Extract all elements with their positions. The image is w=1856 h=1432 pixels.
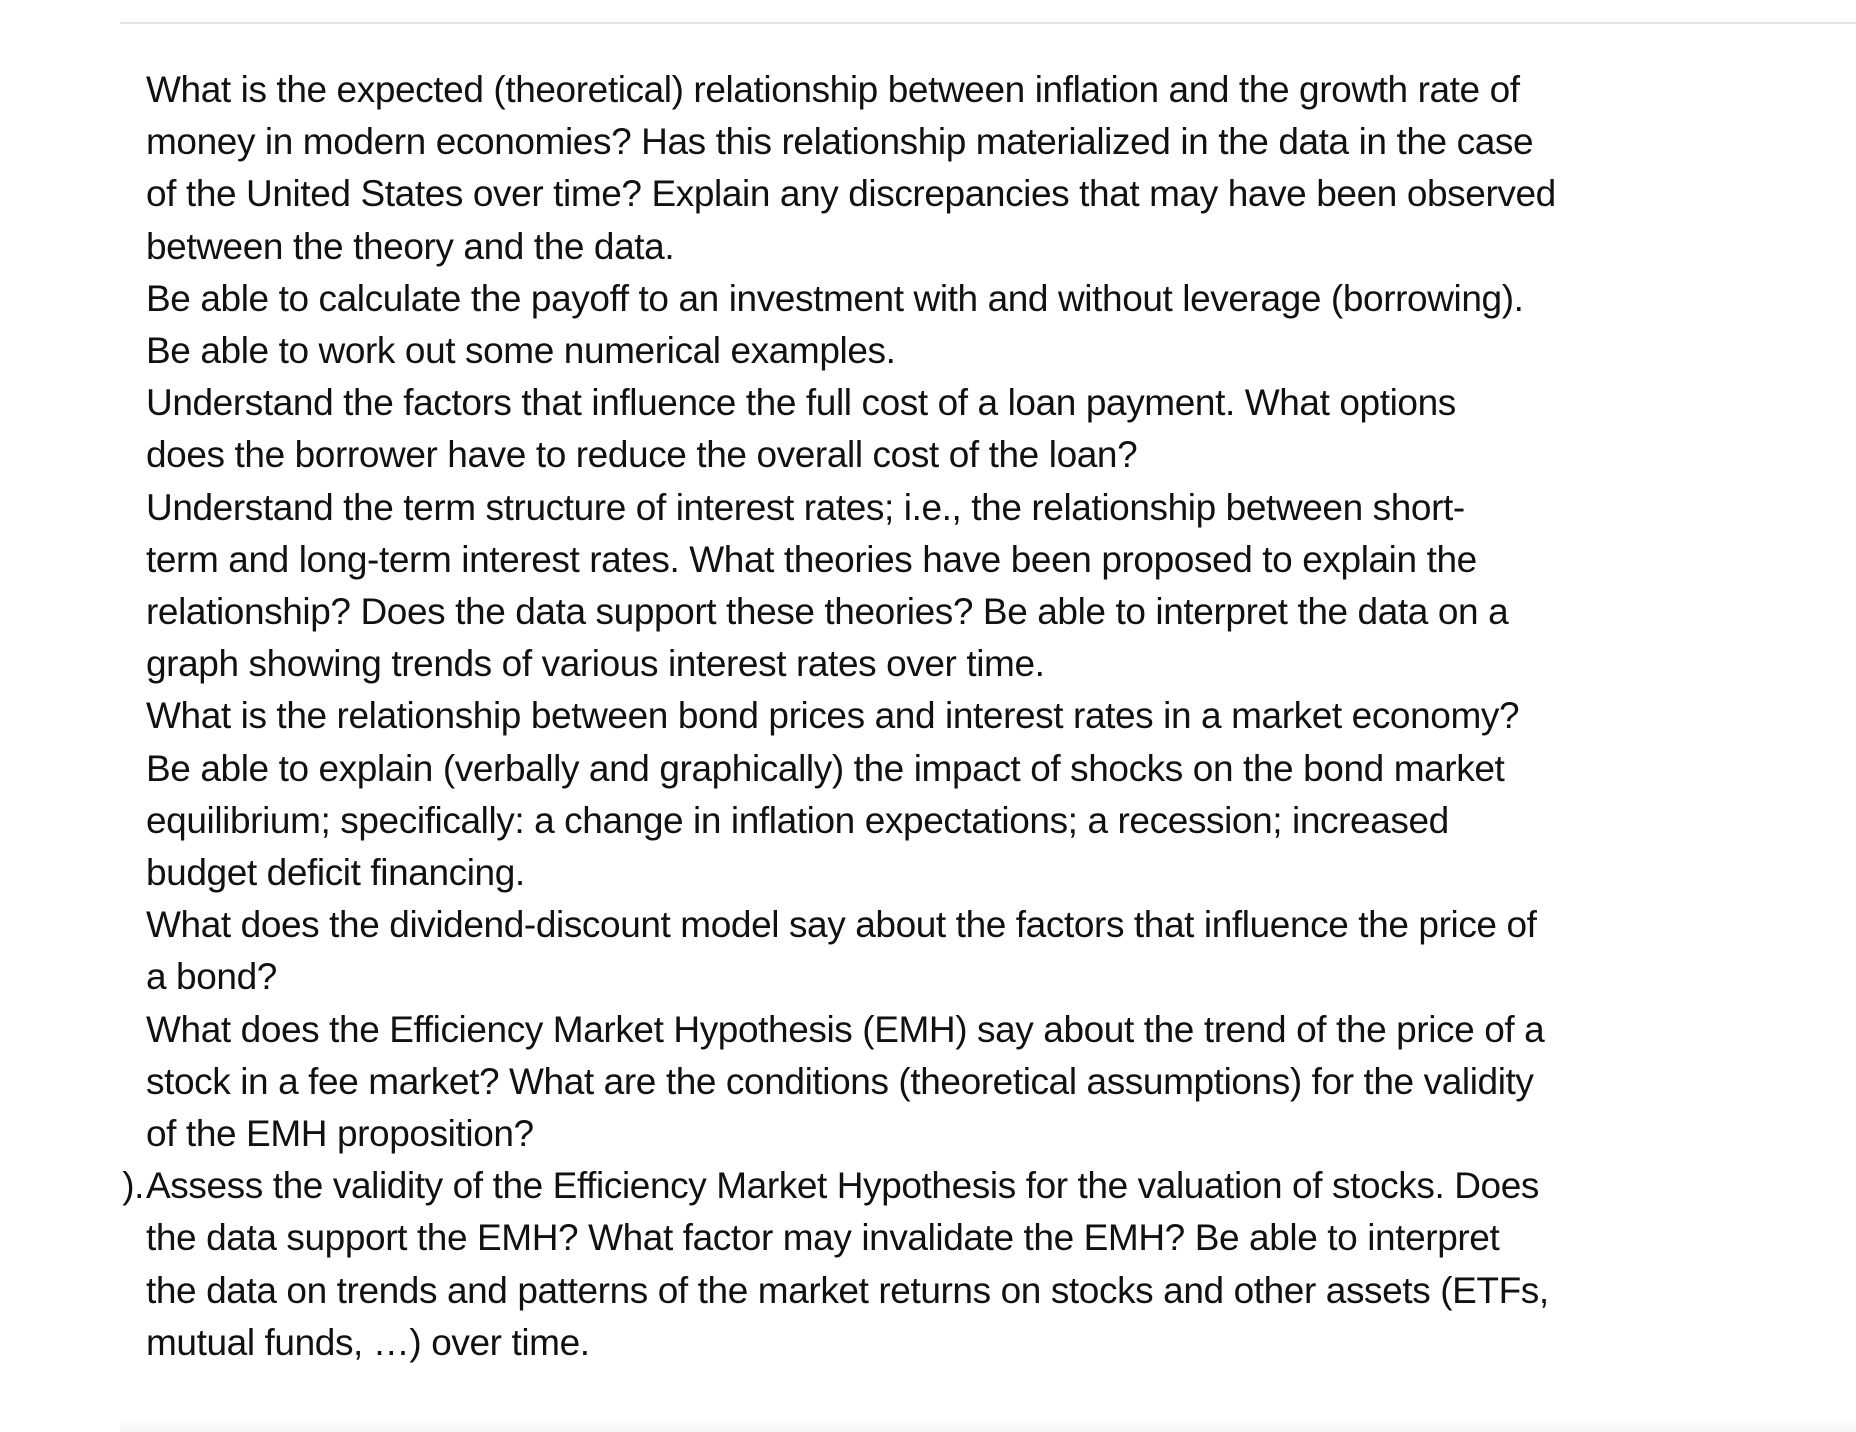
text-line: Assess the validity of the Efficiency Market Hypothesis for the valuation of stocks. Does [146,1165,1539,1207]
text-line: Be able to explain (verbally and graphically) the impact of shocks on the bond market [146,747,1505,789]
list-item-leverage-payoff [146,273,1846,377]
list-item-loan-cost [146,377,1846,481]
text-line: Understand the factors that influence the full cost of a loan payment. What options [146,382,1456,424]
text-line: Be able to calculate the payoff to an investment with and without leverage (borrowing). [146,277,1524,319]
text-line: does the borrower have to reduce the overall cost of the loan? [146,434,1138,476]
list-number-marker: ). [122,1165,144,1207]
list-item-inflation-money-growth [146,64,1846,273]
text-line: between the theory and the data. [146,225,675,267]
text-line: mutual funds, …) over time. [146,1321,590,1363]
text-line: a bond? [146,956,277,998]
text-line: the data on trends and patterns of the market returns on stocks and other assets (ETFs, [146,1269,1549,1311]
text-line: What does the Efficiency Market Hypothesis (EMH) say about the trend of the price of a [146,1008,1545,1050]
top-divider [120,22,1856,24]
text-line: graph showing trends of various interest rates over time. [146,643,1045,685]
text-line: money in modern economies? Has this relationship materialized in the data in the case [146,121,1534,163]
text-line: the data support the EMH? What factor may invalidate the EMH? Be able to interpret [146,1217,1500,1259]
text-line: stock in a fee market? What are the conditions (theoretical assumptions) for the validity [146,1060,1534,1102]
list-item-term-structure [146,482,1846,691]
text-line: budget deficit financing. [146,852,525,894]
text-line: What is the expected (theoretical) relationship between inflation and the growth rate of [146,69,1520,110]
text-line: equilibrium; specifically: a change in inflation expectations; a recession; increased [146,799,1449,841]
text-line: What does the dividend-discount model say about the factors that influence the price of [146,904,1537,946]
study-guide-list [122,64,1846,1369]
list-item-dividend-discount [146,899,1846,1003]
text-line: Be able to work out some numerical examples. [146,330,896,372]
text-line: relationship? Does the data support these theories? Be able to interpret the data on a [146,591,1509,633]
bottom-edge [120,1420,1856,1432]
text-line: of the United States over time? Explain any discrepancies that may have been observed [146,173,1556,215]
text-line: What is the relationship between bond prices and interest rates in a market economy? [146,695,1520,737]
list-item-emh-validity [122,1160,1846,1369]
list-item-emh-trend [146,1004,1846,1161]
list-item-bond-prices [146,690,1846,899]
text-line: term and long-term interest rates. What theories have been proposed to explain the [146,538,1477,580]
text-line: Understand the term structure of interest rates; i.e., the relationship between short- [146,486,1465,528]
text-line: of the EMH proposition? [146,1113,534,1155]
